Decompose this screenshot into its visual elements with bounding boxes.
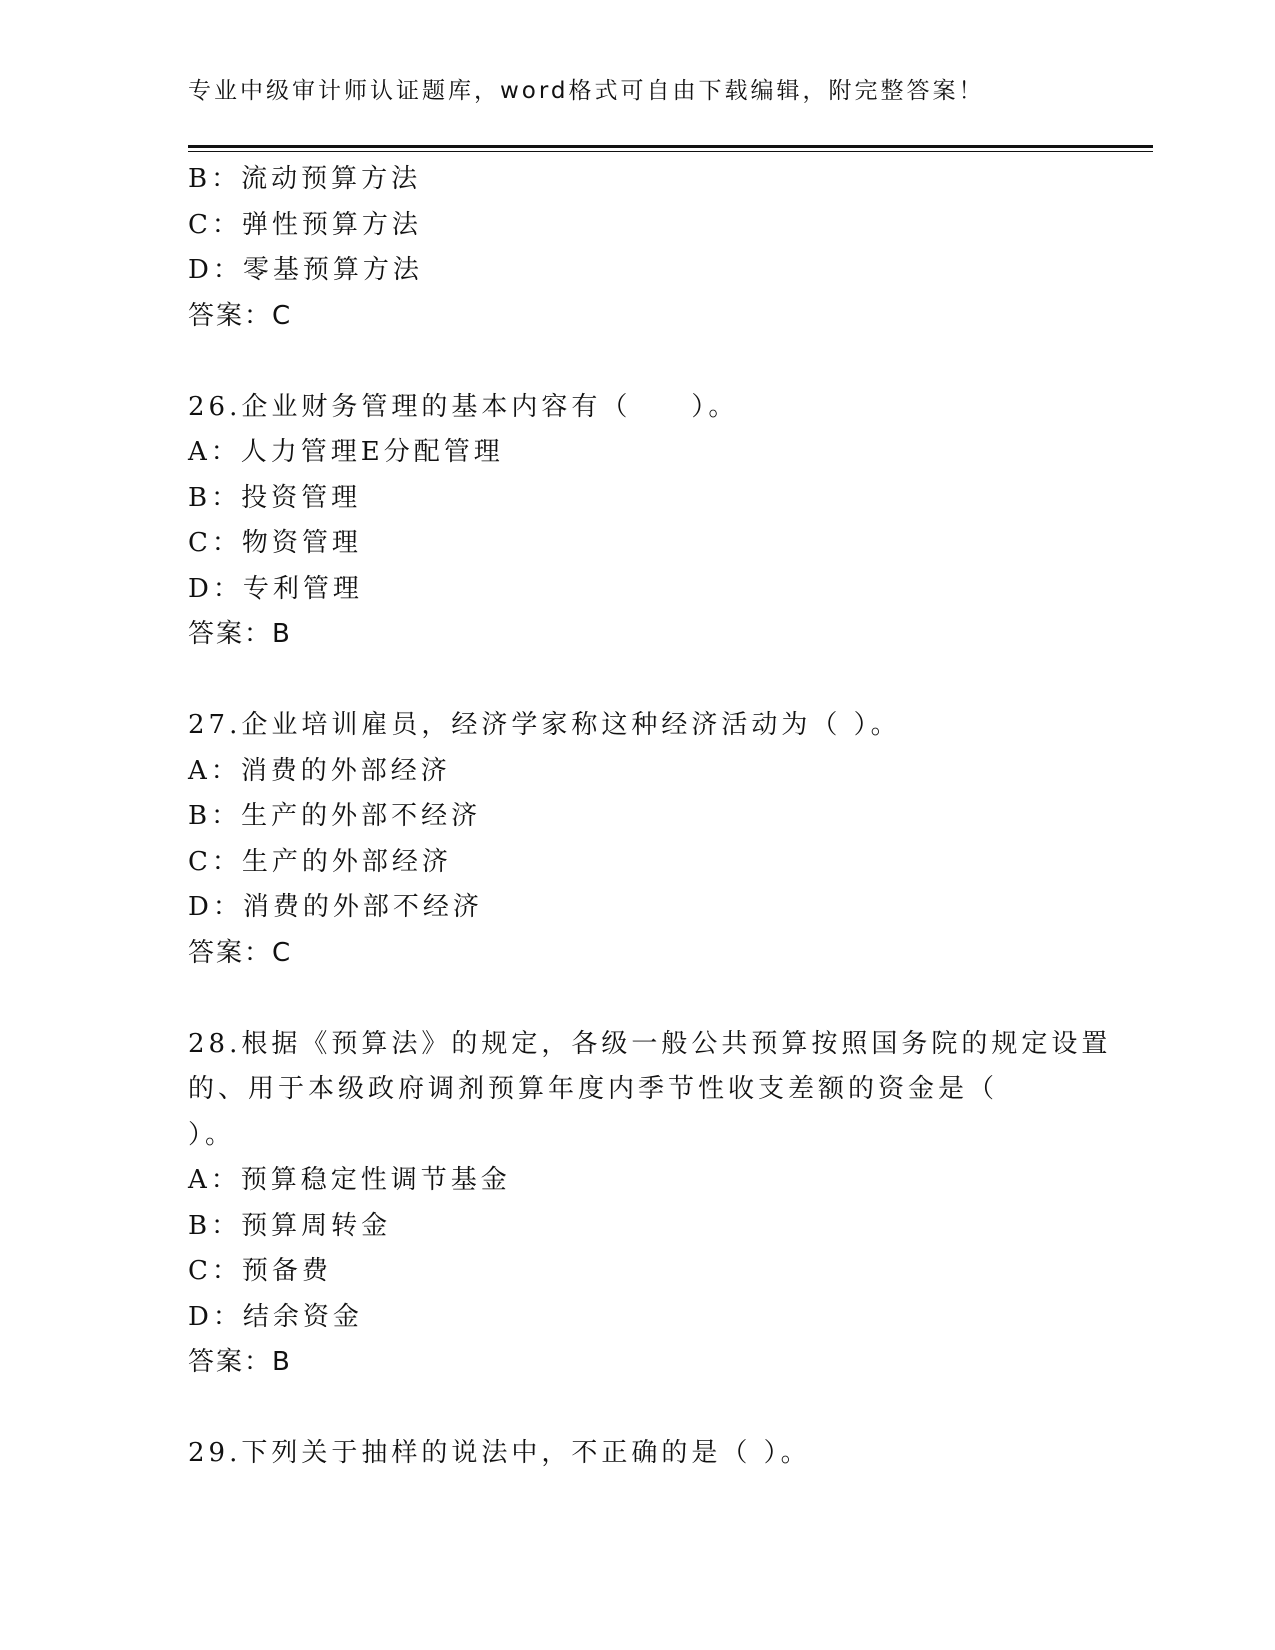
- question-stem-line-3: ）。: [188, 1119, 236, 1150]
- option-a: A：预算稳定性调节基金: [188, 1165, 511, 1195]
- option-c: C：预备费: [188, 1256, 332, 1286]
- question-stem: 27.企业培训雇员，经济学家称这种经济活动为（ ）。: [188, 710, 901, 740]
- spacer: [188, 1386, 1088, 1432]
- question-29: [188, 1431, 1088, 1477]
- question-stem: 29.下列关于抽样的说法中，不正确的是（ ）。: [188, 1438, 811, 1468]
- header-rule-thin: [188, 151, 1153, 152]
- option-d: D：结余资金: [188, 1301, 363, 1332]
- question-stem-line-1: 28.根据《预算法》的规定，各级一般公共预算按照国务院的规定设置: [188, 1028, 1112, 1059]
- answer: 答案：B: [188, 1347, 292, 1377]
- spacer: [188, 976, 1088, 1022]
- question-28: [188, 1022, 1112, 1386]
- question-stem: 26.企业财务管理的基本内容有（ ）。: [188, 391, 739, 422]
- question-25-tail: [188, 157, 1088, 339]
- option-b: B：预算周转金: [188, 1210, 392, 1241]
- option-c: C：物资管理: [188, 528, 362, 558]
- option-b: B：投资管理: [188, 482, 362, 513]
- header-rule-thick: [188, 145, 1153, 148]
- question-content: [188, 157, 1112, 1477]
- option-b: B：流动预算方法: [188, 164, 422, 194]
- option-a: A：人力管理E分配管理: [188, 437, 504, 467]
- header-text: 专业中级审计师认证题库，word格式可自由下载编辑，附完整答案！: [188, 78, 985, 104]
- option-d: D：专利管理: [188, 573, 363, 604]
- option-a: A：消费的外部经济: [188, 755, 451, 786]
- question-stem-line-2: 的、用于本级政府调剂预算年度内季节性收支差额的资金是（: [188, 1074, 999, 1104]
- option-b: B：生产的外部不经济: [188, 801, 482, 831]
- option-d: D：消费的外部不经济: [188, 892, 483, 922]
- option-c: C：生产的外部经济: [188, 846, 452, 877]
- answer: 答案：C: [188, 300, 293, 331]
- question-27: [188, 703, 1088, 976]
- option-c: C：弹性预算方法: [188, 209, 422, 240]
- question-26: [188, 385, 1088, 658]
- answer: 答案：B: [188, 619, 292, 649]
- spacer: [188, 658, 1088, 704]
- answer: 答案：C: [188, 937, 293, 968]
- option-d: D：零基预算方法: [188, 255, 423, 285]
- spacer: [188, 339, 1088, 385]
